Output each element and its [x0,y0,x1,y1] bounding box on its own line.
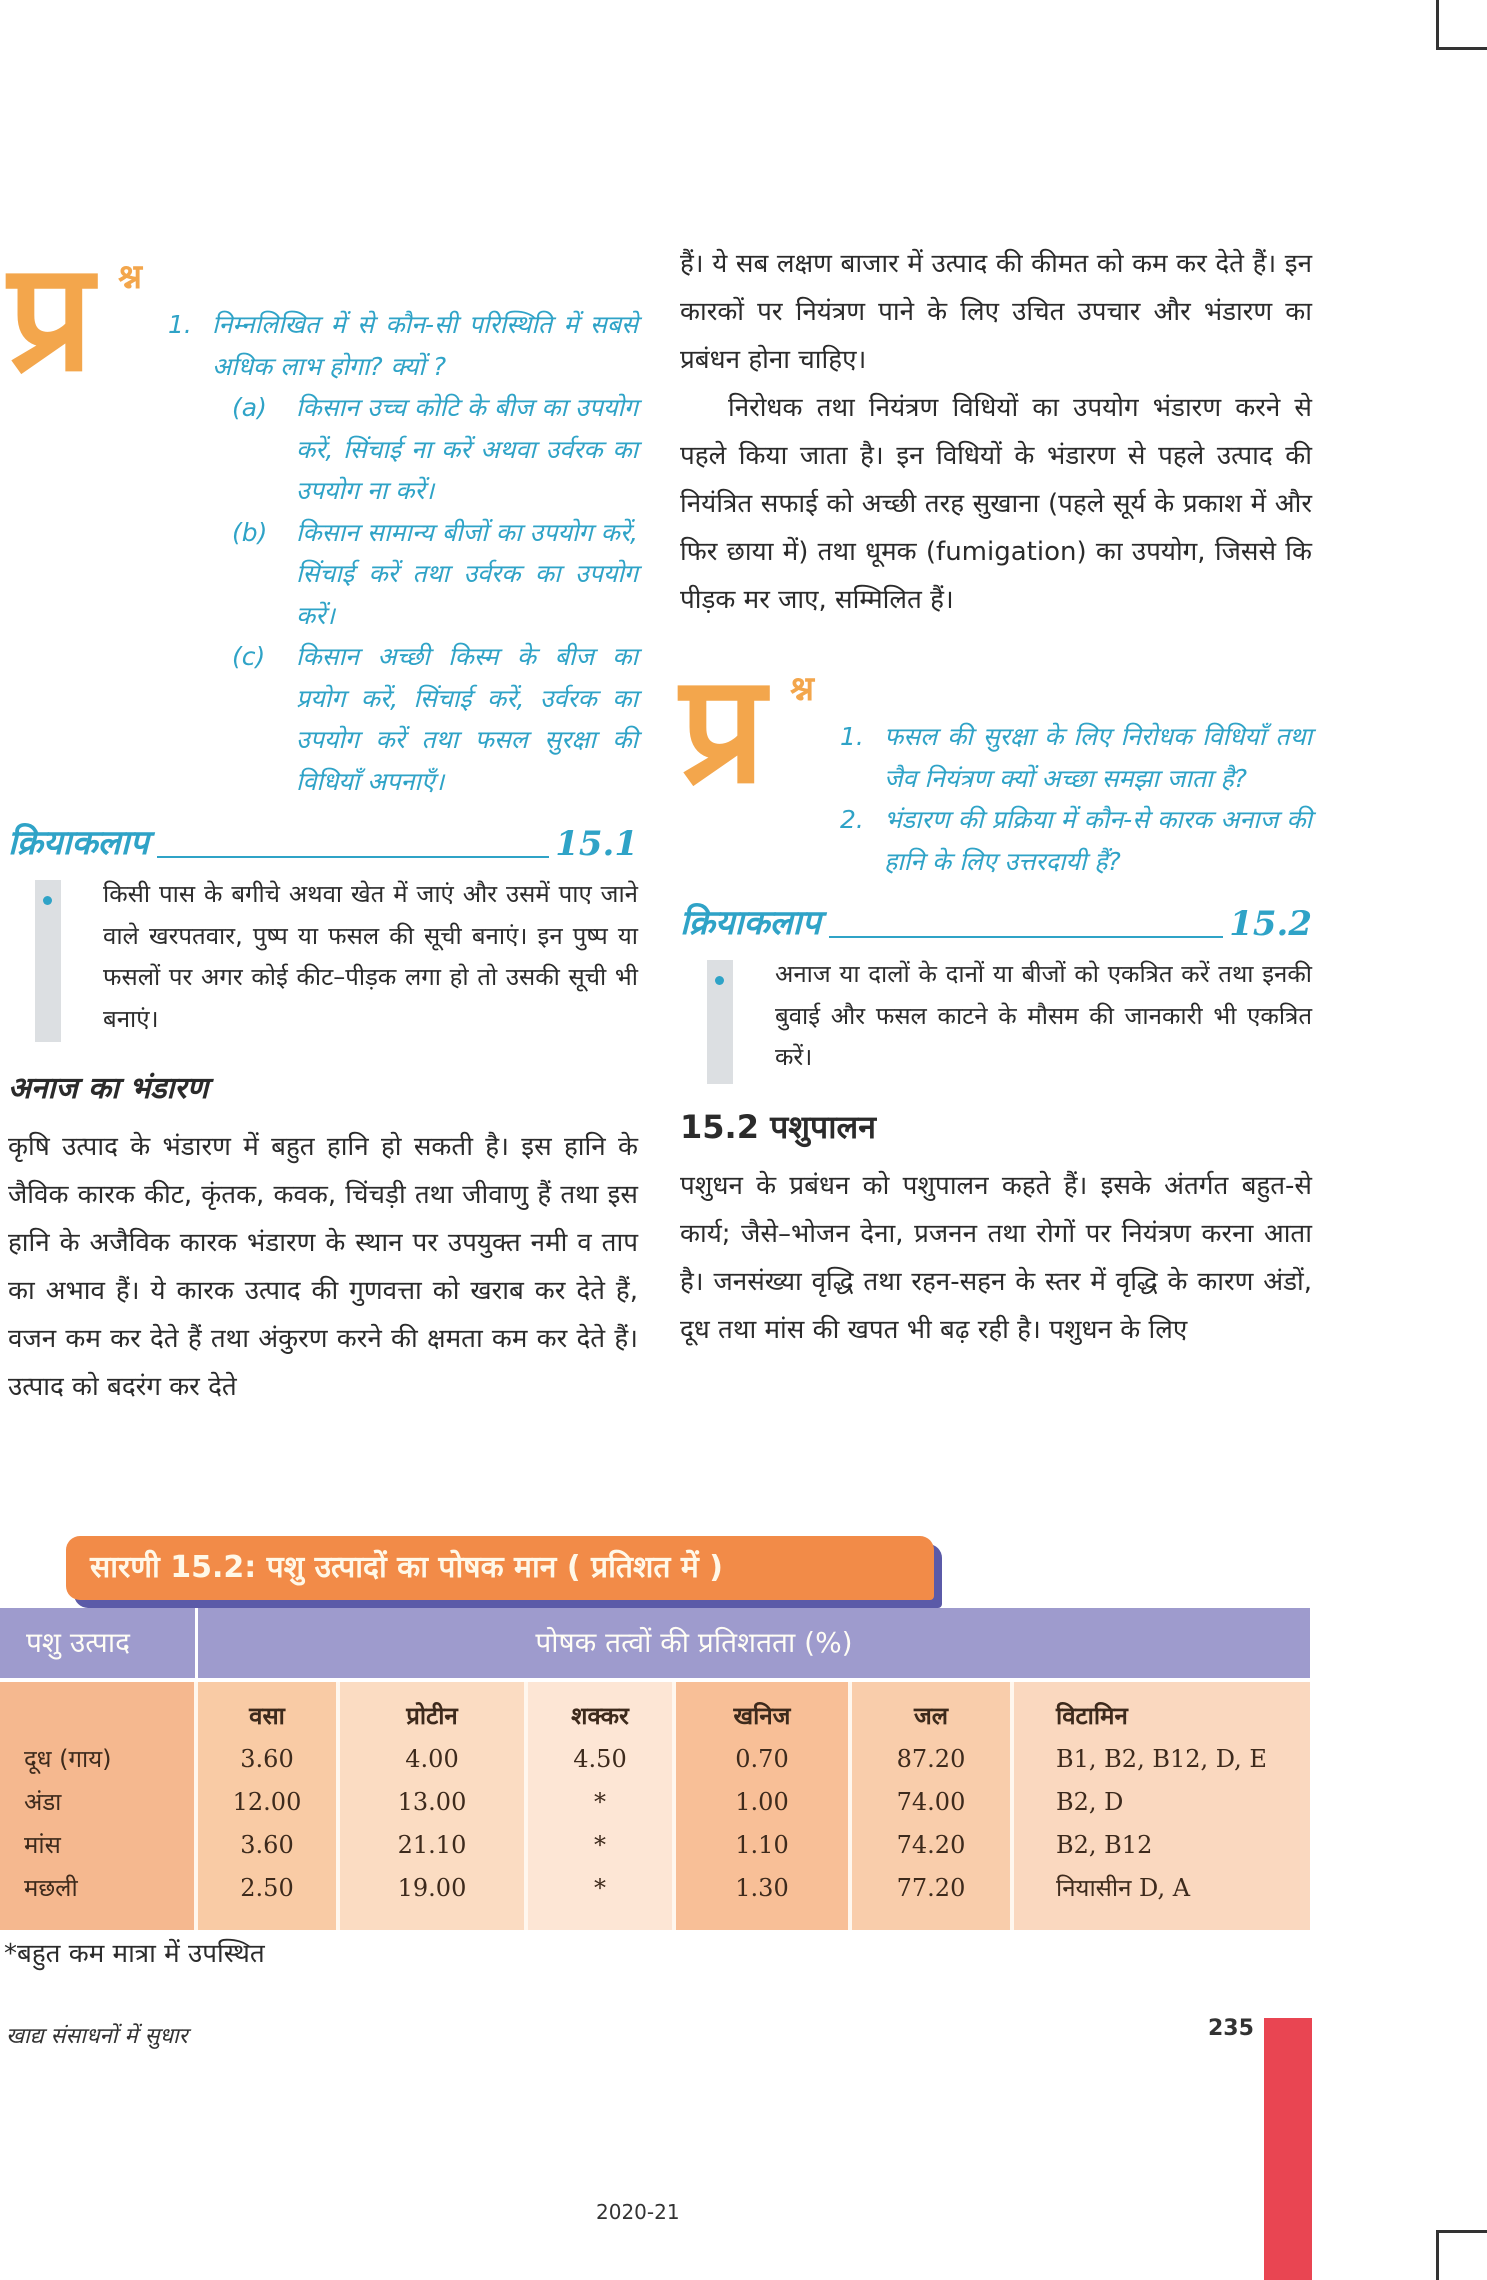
table-cell: 74.00 [896,1788,966,1816]
question-list [168,240,638,802]
table-cell: 0.70 [735,1745,789,1773]
table-cell: 4.00 [405,1745,459,1773]
table-cell: 1.10 [735,1831,789,1859]
section-heading-animal-husbandry: 15.2 पशुपालन [680,1107,876,1146]
table-cell: अंडा [24,1788,62,1816]
activity-text: किसी पास के बगीचे अथवा खेत में जाएं और उसमें पाए जाने वाले खरपतवार, पुष्प या फसल की सूची बनाएं। इन पुष्प या फसलों पर अगर कोई कीट–पीड़क लगा हो तो उसकी सूची भी बनाएं। [103,880,638,1033]
table-cell: B2, B12 [1056,1831,1153,1859]
activity-body [680,954,1312,1079]
table-cell: 74.20 [896,1831,966,1859]
question-list [840,652,1312,882]
column-sugar [528,1682,676,1930]
bullet-icon [43,896,52,905]
activity-body [8,874,638,1040]
column-vitamins [1014,1682,1310,1930]
activity-number: 15.1 [555,824,638,864]
column-header: प्रोटीन [406,1702,458,1730]
prevention-paragraph: निरोधक तथा नियंत्रण विधियों का उपयोग भंडारण करने से पहले किया जाता है। इन विधियों के भंडारण से पहले उत्पाद की नियंत्रित सफाई को अच्छी तरह सुखाना (पहले सूर्य के प्रकाश में और फिर छाया में) तथा धूमक (fumigation) का उपयोग, जिससे कि पीड़क मर जाए, सम्मिलित हैं। [680,393,1312,615]
option-label: (a) [232,393,267,422]
question-glyph-icon: प्र [8,229,94,405]
header-product: पशु उत्पाद [0,1608,198,1678]
question-item [840,799,1312,882]
edition-year: 2020-21 [596,2200,680,2224]
header-nutrients: पोषक तत्वों की प्रतिशतता (%) [535,1626,853,1659]
activity-heading-15-1 [8,818,638,864]
column-header: खनिज [733,1702,791,1730]
column-header: शक्कर [571,1702,629,1730]
table-cell: B2, D [1056,1788,1124,1816]
activity-title: क्रियाकलाप [8,823,149,863]
crop-mark-top-right [1436,0,1487,50]
question-number: 1. [168,310,192,339]
table-cell: B1, B2, B12, D, E [1056,1745,1267,1773]
activity-text: अनाज या दालों के दानों या बीजों को एकत्रित करें तथा इनकी बुवाई और फसल काटने के मौसम की जानकारी भी एकत्रित करें। [775,960,1312,1071]
option-label: (c) [232,642,266,671]
table-title: सारणी 15.2: पशु उत्पादों का पोषक मान ( प्रतिशत में ) [66,1536,934,1600]
question-box-1 [8,229,638,802]
left-column [8,229,638,1411]
table-cell: 21.10 [397,1831,467,1859]
question-item [840,716,1312,799]
table-cell: मांस [24,1831,61,1859]
table-cell: * [594,1874,606,1902]
question-glyph-suffix: श्न [118,257,143,297]
table-cell: 4.50 [573,1745,627,1773]
column-product [0,1682,198,1930]
activity-title: क्रियाकलाप [680,903,821,943]
table-cell: 3.60 [240,1831,294,1859]
page-edge-bar [1264,2018,1312,2280]
table-cell: * [594,1831,606,1859]
table-cell: मछली [24,1874,78,1902]
question-number: 2. [840,805,864,834]
column-fat [198,1682,340,1930]
column-header: जल [913,1702,949,1730]
option-text: किसान सामान्य बीजों का उपयोग करें, सिंचाई करें तथा उर्वरक का उपयोग करें। [296,517,638,630]
column-header: वसा [249,1702,285,1730]
crop-mark-bottom-right [1436,2230,1487,2280]
table-cell: * [594,1788,606,1816]
table-header-row [0,1608,1310,1678]
table-footnote: *बहुत कम मात्रा में उपस्थित [4,1939,265,1969]
question-text: फसल की सुरक्षा के लिए निरोधक विधियाँ तथा जैव नियंत्रण क्यों अच्छा समझा जाता है? [884,722,1312,793]
column-protein [340,1682,528,1930]
question-text: निम्नलिखित में से कौन-सी परिस्थिति में सबसे अधिक लाभ होगा? क्यों ? [212,310,638,381]
option-label: (b) [232,517,268,547]
question-option-b [232,512,638,637]
option-text: किसान अच्छी किस्म के बीज का प्रयोग करें, सिंचाई करें, उर्वरक का उपयोग करें तथा फसल सुरक्षा की विधियाँ अपनाएँ। [296,642,638,796]
table-cell: 3.60 [240,1745,294,1773]
table-cell: दूध (गाय) [24,1745,112,1773]
table-cell: 87.20 [896,1745,966,1773]
table-cell: 1.30 [735,1874,789,1902]
table-cell: 19.00 [397,1874,467,1902]
column-minerals [676,1682,852,1930]
table-cell: 2.50 [240,1874,294,1902]
table-cell: 1.00 [735,1788,789,1816]
question-number: 1. [840,722,864,751]
activity-heading-15-2 [680,898,1312,944]
question-box-2 [680,641,1312,882]
section-paragraph: कृषि उत्पाद के भंडारण में बहुत हानि हो सकती है। इस हानि के जैविक कारक कीट, कृंतक, कवक, चिंचड़ी तथा जीवाणु हैं तथा इस हानि के अजैविक कारक भंडारण के स्थान पर उपयुक्त नमी व ताप का अभाव हैं। ये कारक उत्पाद की गुणवत्ता को खराब कर देते हैं, वजन कम कर देते हैं तथा अंकुरण करने की क्षमता कम कर देते हैं। उत्पाद को बदरंग कर देते [8,1132,638,1402]
activity-rule [157,855,549,858]
column-header: विटामिन [1056,1702,1128,1730]
question-option-a [232,387,638,512]
nutrition-table [0,1608,1310,1930]
right-column [680,240,1312,1354]
activity-number: 15.2 [1229,904,1312,944]
option-text: किसान उच्च कोटि के बीज का उपयोग करें, सिंचाई ना करें अथवा उर्वरक का उपयोग ना करें। [296,393,638,505]
bullet-icon [715,976,724,985]
question-item [168,304,638,387]
chapter-footer: खाद्य संसाधनों में सुधार [6,2024,188,2049]
section-heading-grain-storage: अनाज का भंडारण [8,1071,209,1106]
activity-rule [829,935,1223,938]
question-text: भंडारण की प्रक्रिया में कौन-से कारक अनाज की हानि के लिए उत्तरदायी हैं? [884,805,1312,876]
section-paragraph: पशुधन के प्रबंधन को पशुपालन कहते हैं। इसके अंतर्गत बहुत-से कार्य; जैसे–भोजन देना, प्रजनन तथा रोगों पर नियंत्रण करना आता है। जनसंख्या वृद्धि तथा रहन-सहन के स्तर में वृद्धि के कारण अंडों, दूध तथा मांस की खपत भी बढ़ रही है। पशुधन के लिए [680,1170,1312,1345]
table-cell: 13.00 [397,1788,467,1816]
question-glyph-icon: प्र [680,641,766,817]
column-water [852,1682,1014,1930]
question-option-c [232,636,638,802]
table-cell: 12.00 [232,1788,302,1816]
table-cell: नियासीन D, A [1056,1874,1191,1902]
table-body [0,1682,1310,1930]
continued-paragraph: हैं। ये सब लक्षण बाजार में उत्पाद की कीमत को कम कर देते हैं। इन कारकों पर नियंत्रण पाने के लिए उचित उपचार और भंडारण का प्रबंधन होना चाहिए। [680,249,1312,375]
page-number: 235 [1208,2016,1254,2041]
table-cell: 77.20 [896,1874,966,1902]
question-glyph-suffix: श्न [790,669,815,709]
